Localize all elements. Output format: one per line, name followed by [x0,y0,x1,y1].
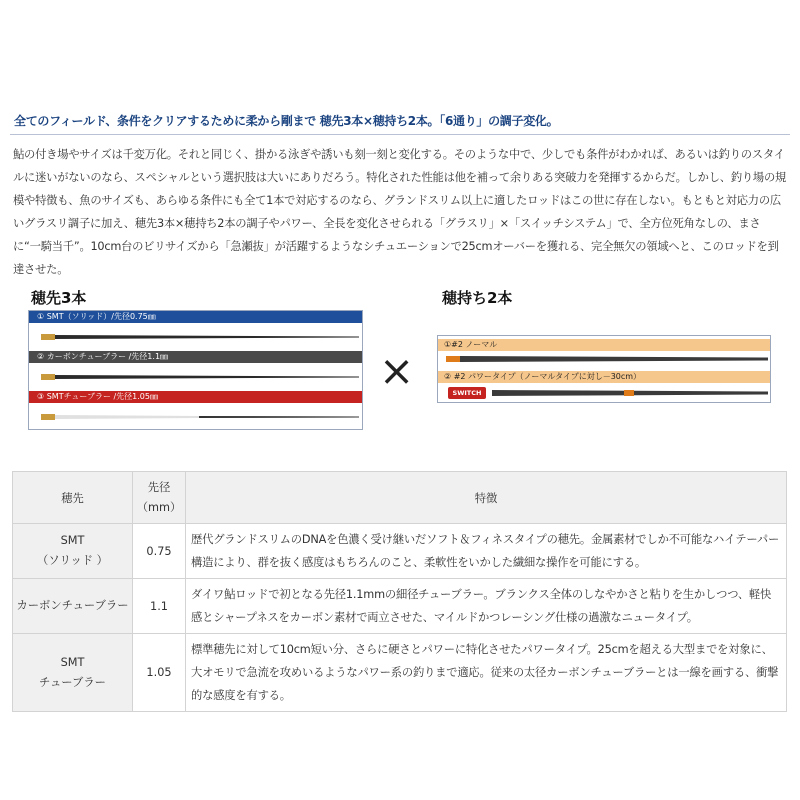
tip-label-smt-solid: ① SMT（ソリッド）/先径0.75㎜ [29,311,362,323]
row-diameter: 0.75 [133,524,186,579]
row-feature: ダイワ鮎ロッドで初となる先径1.1mmの細径チューブラー。ブランクス全体のしなやかさと粘りを生かしつつ、軽快感とシャープネスをカーボン素材で両立させた、マイルドかつレーシング仕様の過激なニュータイプ。 [186,579,787,634]
multiply-icon: × [379,346,415,395]
row-name: SMT （ソリッド ） [13,524,133,579]
butt-label-normal: ①#2 ノーマル [438,339,770,351]
row-diameter: 1.1 [133,579,186,634]
tip-rod-image [39,329,359,345]
table-header-row [13,472,787,524]
table-row [13,579,787,634]
tip-label-smt-tubular: ③ SMTチューブラー /先径1.05㎜ [29,391,362,403]
row-feature: 歴代グランドスリムのDNAを色濃く受け継いだソフト＆フィネスタイプの穂先。金属素材でしか不可能なハイテーパー構造により、群を抜く感度はもちろんのこと、柔軟性をいかした繊細な操作を可能にする。 [186,524,787,579]
row-name: カーボンチューブラー [13,579,133,634]
section-heading: 全てのフィールド、条件をクリアするために柔から剛まで 穂先3本×穂持ち2本。「6通り」の調子変化。 [14,114,559,128]
heading-divider [10,134,790,135]
description-paragraph: 鮎の付き場やサイズは千変万化。それと同じく、掛かる泳ぎや誘いも刻一刻と変化する。そのような中で、少しでも条件がわかれば、あるいは釣りのスタイルに迷いがないのなら、スペシャルという選択肢は大いにありだろう。特化された性能は他を補って余りある突破力を発揮するからだ。しかし、釣り場の規模や特徴も、魚のサイズも、あらゆる条件にも全て1本で対応するのなら、グランドスリム以上に適したロッドはこの世に存在しない。もともと対応力の広いグラスリ調子に加え、穂先3本×穂持ち2本の調子やパワー、全長を変化させられる「グラスリ」×「スイッチシステム」で、全方位死角なしの、まさに“一騎当千”。10cm台のビリサイズから「急瀬抜」が活躍するようなシチュエーションで25cmオーバーを獲れる、完全無欠の領域へと、このロッドを到達させた。 [13,148,787,276]
tips-diagram [28,310,363,430]
table-row [13,524,787,579]
header-feature: 特徴 [186,472,787,524]
header-name: 穂先 [13,472,133,524]
row-diameter: 1.05 [133,634,186,712]
butt-label-power: ② #2 パワータイプ（ノーマルタイプに対し－30cm） [438,371,770,383]
butts-title: 穂持ち2本 [442,289,513,307]
butt-rod-image [442,386,768,400]
table-row [13,634,787,712]
tip-rod-image [39,409,359,425]
switch-badge: SWITCH [448,387,486,399]
tip-rod-image [39,369,359,385]
header-diameter: 先径 （mm） [133,472,186,524]
butts-diagram [437,335,771,403]
spec-table [12,471,787,712]
tips-title: 穂先3本 [31,289,87,307]
row-name: SMT チューブラー [13,634,133,712]
row-feature: 標準穂先に対して10cm短い分、さらに硬さとパワーに特化させたパワータイプ。25cmを超える大型までを対象に、大オモリで急流を攻めいるようなパワー系の釣りまで適応。従来の太径カーボンチューブラーとは一線を画する、衝撃的な感度を有する。 [186,634,787,712]
butt-rod-image [442,352,768,366]
tip-label-carbon-tubular: ② カーボンチューブラー /先径1.1㎜ [29,351,362,363]
